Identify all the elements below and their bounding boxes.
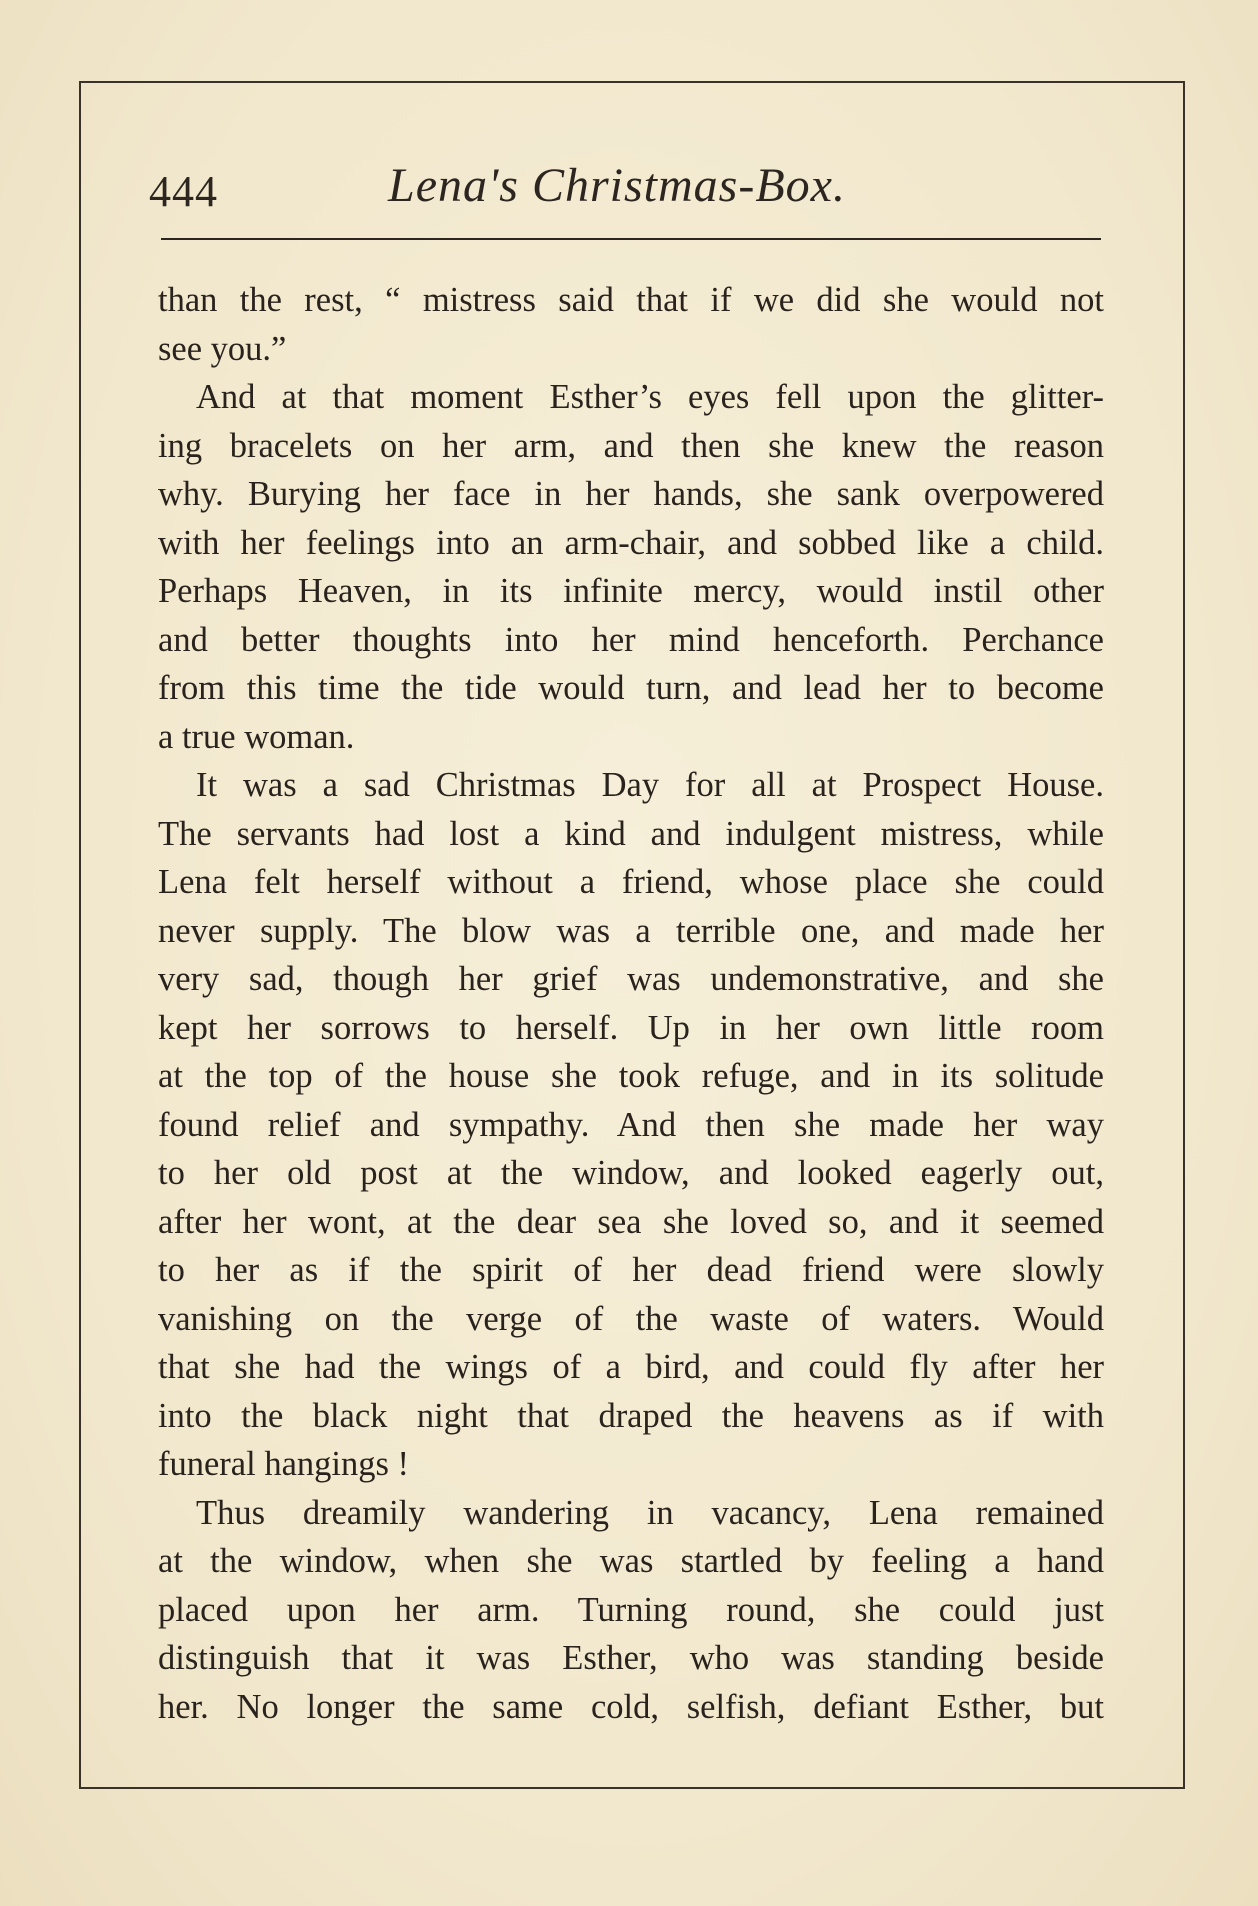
text-line: than the rest, “ mistress said that if we did she would not [158,281,1104,319]
text-line: to her old post at the window, and looked eagerly out, [158,1154,1104,1192]
text-line: why. Burying her face in her hands, she sank overpowered [158,475,1104,513]
running-header [0,0,1258,240]
text-line: her. No longer the same cold, selfish, defiant Esther, but [158,1687,1104,1726]
running-title: Lena's Christmas-Box. [388,159,846,212]
text-line: Lena felt herself without a friend, whose place she could [158,863,1104,901]
text-line: at the top of the house she took refuge, and in its solitude [158,1057,1104,1095]
text-line: at the window, when she was startled by feeling a hand [158,1542,1104,1580]
text-line: It was a sad Christmas Day for all at Prospect House. [196,766,1104,804]
text-line: into the black night that draped the heavens as if with [158,1396,1104,1435]
body-text [158,276,1104,1731]
text-line: And at that moment Esther’s eyes fell upon the glitter- [196,378,1104,416]
text-line: with her feelings into an arm-chair, and sobbed like a child. [158,523,1104,562]
text-line: The servants had lost a kind and indulgent mistress, while [158,814,1104,853]
text-line: Thus dreamily wandering in vacancy, Lena remained [196,1493,1104,1532]
text-line: kept her sorrows to herself. Up in her own little room [158,1008,1104,1047]
text-line: after her wont, at the dear sea she loved so, and it seemed [158,1202,1104,1241]
text-line: funeral hangings ! [158,1445,410,1483]
text-line: to her as if the spirit of her dead friend were slowly [158,1251,1104,1289]
text-line: that she had the wings of a bird, and could fly after her [158,1348,1104,1386]
text-line: and better thoughts into her mind henceforth. Perchance [158,620,1104,659]
header-rule [161,238,1101,240]
text-line: see you.” [158,329,287,368]
text-line: very sad, though her grief was undemonstrative, and she [158,960,1104,998]
text-line: ing bracelets on her arm, and then she knew the reason [158,426,1104,465]
text-line: never supply. The blow was a terrible one, and made her [158,911,1104,950]
text-line: found relief and sympathy. And then she made her way [158,1105,1104,1144]
text-line: from this time the tide would turn, and lead her to become [158,669,1104,707]
text-line: placed upon her arm. Turning round, she could just [158,1590,1104,1629]
text-line: Perhaps Heaven, in its infinite mercy, would instil other [158,572,1104,610]
text-line: distinguish that it was Esther, who was standing beside [158,1639,1104,1677]
text-line: a true woman. [158,717,355,756]
page-number: 444 [149,167,218,216]
text-line: vanishing on the verge of the waste of waters. Would [158,1299,1104,1338]
